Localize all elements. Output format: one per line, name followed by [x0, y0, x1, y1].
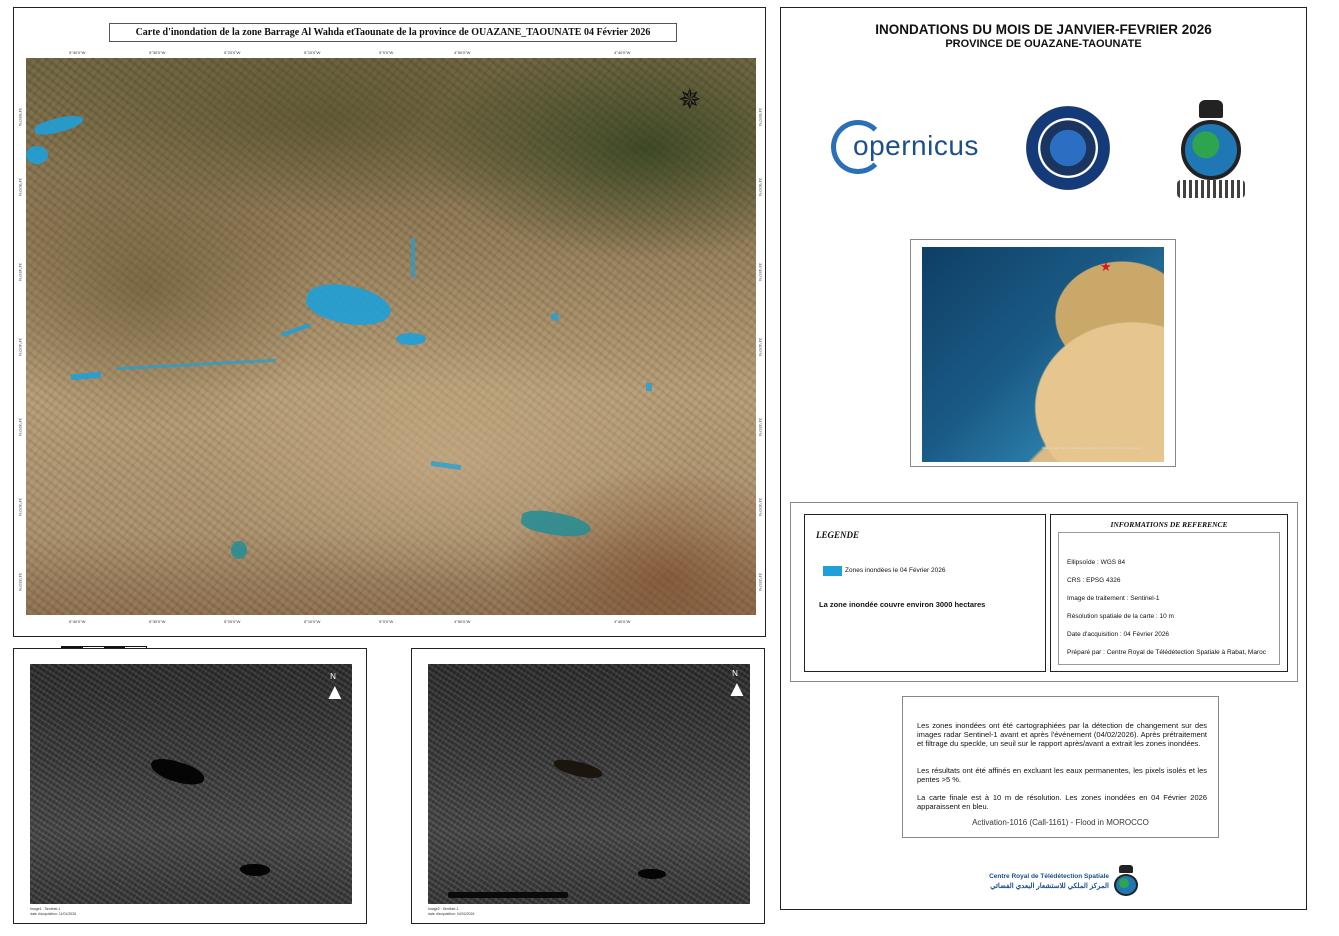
- top-tick: 5°20'0"W: [224, 50, 241, 55]
- right-tick: 34°45'0"N: [758, 263, 763, 281]
- top-tick: 5°0'0"W: [379, 50, 394, 55]
- right-tick: 34°35'0"N: [758, 418, 763, 436]
- royal-centre-emblem: [1173, 100, 1249, 200]
- sar-image-1-panel: [13, 648, 367, 924]
- water-body: [638, 869, 666, 879]
- flood-area-text: La zone inondée couvre environ 3000 hectares: [819, 600, 986, 609]
- north-label: N: [330, 672, 336, 681]
- flood-zone: [281, 323, 311, 337]
- legend-section: [790, 502, 1298, 682]
- left-tick: 34°35'0"N: [18, 418, 23, 436]
- north-arrow-icon: N ▲: [324, 672, 346, 704]
- flood-zone: [303, 276, 395, 333]
- sar-caption-line: Image2 : Sentinel-1: [428, 907, 459, 911]
- top-tick: 4°40'0"W: [614, 50, 631, 55]
- bottom-tick: 4°40'0"W: [614, 619, 631, 624]
- international-charter-logo: [1026, 106, 1110, 190]
- flood-zone: [116, 359, 276, 370]
- bottom-tick: 5°30'0"W: [149, 619, 166, 624]
- satellite-flood-map[interactable]: [26, 58, 756, 615]
- top-tick: 4°50'0"W: [454, 50, 471, 55]
- legend-item-label: Zones inondées le 04 Février 2026: [845, 567, 946, 574]
- reference-line: Ellipsoïde : WGS 84: [1067, 559, 1126, 566]
- sar-caption: [30, 907, 76, 917]
- sar-caption-line: Image1 : Sentinel-1: [30, 907, 61, 911]
- reference-line: Résolution spatiale de la carte : 10 m: [1067, 613, 1174, 620]
- flood-zone: [431, 461, 461, 470]
- bottom-tick: 5°0'0"W: [379, 619, 394, 624]
- reference-details: [1058, 532, 1280, 665]
- copernicus-wordmark: opernicus: [853, 130, 979, 161]
- main-map-panel: [13, 7, 766, 637]
- copernicus-logo: [831, 116, 991, 176]
- flood-zone: [33, 112, 85, 138]
- globe-icon: [1114, 874, 1138, 896]
- left-tick: 34°40'0"N: [18, 338, 23, 356]
- bottom-tick: 5°20'0"W: [224, 619, 241, 624]
- flood-zone: [646, 383, 652, 391]
- water-body: [240, 864, 270, 876]
- methodology-paragraph: Les zones inondées ont été cartographiées par la détection de changement sur des images radar Sentinel-1 avant et après l'événement (04/02/2026). Après prétraitement et filtrage du speckle, un seuil sur le rapport après/avant a extrait les zones inondées.: [917, 721, 1207, 748]
- left-tick: 34°55'0"N: [18, 108, 23, 126]
- right-tick: 34°50'0"N: [758, 178, 763, 196]
- north-arrow-icon: N ▲: [726, 669, 748, 701]
- location-star-icon: ★: [1100, 259, 1112, 274]
- compass-rose-icon: ✵: [678, 84, 702, 115]
- right-tick: 34°40'0"N: [758, 338, 763, 356]
- locator-map[interactable]: [922, 247, 1164, 462]
- sar-image-after[interactable]: [428, 664, 750, 904]
- sar-image-before[interactable]: [30, 664, 352, 904]
- north-label: N: [732, 669, 738, 678]
- activation-label: Activation-1016 (Call-1161) - Flood in MOROCCO: [972, 818, 1149, 827]
- right-tick: 34°25'0"N: [758, 573, 763, 591]
- reference-line: Date d'acquisition : 04 Février 2026: [1067, 631, 1170, 638]
- map-title: Carte d'inondation de la zone Barrage Al Wahda etTaounate de la province de OUAZANE_TAOUNATE 04 Février 2026: [109, 23, 677, 42]
- right-tick: 34°30'0"N: [758, 498, 763, 516]
- top-tick: 5°40'0"W: [69, 50, 86, 55]
- flood-zone: [71, 372, 101, 381]
- sar-caption-line: date d'acquisition: 11/01/2026: [30, 912, 77, 916]
- water-body: [448, 892, 568, 898]
- bottom-tick: 4°50'0"W: [454, 619, 471, 624]
- info-panel: [780, 7, 1307, 910]
- water-body: [552, 757, 604, 781]
- arabic-calligraphy-icon: [1177, 180, 1245, 198]
- flood-zone: [396, 333, 426, 345]
- crts-name: [977, 873, 1109, 890]
- right-tick: 34°55'0"N: [758, 108, 763, 126]
- methodology-box: [902, 696, 1219, 838]
- legend-box: [804, 514, 1046, 672]
- crts-emblem-icon: [1114, 865, 1138, 897]
- sar-caption: [428, 907, 474, 917]
- flood-zone: [551, 313, 559, 321]
- methodology-paragraph: La carte finale est à 10 m de résolution. Les zones inondées en 04 Février 2026 apparaissent en bleu.: [917, 793, 1207, 811]
- left-tick: 34°45'0"N: [18, 263, 23, 281]
- flood-zone: [26, 146, 48, 164]
- sar-image-2-panel: [411, 648, 765, 924]
- crown-icon: [1119, 865, 1133, 873]
- crown-icon: [1199, 100, 1223, 118]
- methodology-paragraph: Les résultats ont été affinés en excluant les eaux permanentes, les pixels isolés et les pentes >5 %.: [917, 766, 1207, 784]
- left-tick: 34°30'0"N: [18, 498, 23, 516]
- bottom-tick: 5°40'0"W: [69, 619, 86, 624]
- top-tick: 5°30'0"W: [149, 50, 166, 55]
- top-tick: 5°10'0"W: [304, 50, 321, 55]
- reservoir-zone: [520, 507, 593, 541]
- left-tick: 34°25'0"N: [18, 573, 23, 591]
- water-body: [148, 755, 206, 789]
- legend-title: LEGENDE: [816, 530, 860, 540]
- bottom-tick: 5°10'0"W: [304, 619, 321, 624]
- page-title: INONDATIONS DU MOIS DE JANVIER-FEVRIER 2026: [875, 22, 1212, 37]
- globe-icon: [1181, 120, 1241, 180]
- page-subtitle: PROVINCE DE OUAZANE-TAOUNATE: [945, 38, 1142, 50]
- reference-line: Préparé par : Centre Royal de Télédétection Spatiale à Rabat, Maroc: [1067, 649, 1266, 656]
- flood-swatch: [823, 566, 842, 576]
- reference-line: CRS : EPSG 4326: [1067, 577, 1121, 584]
- left-tick: 34°50'0"N: [18, 178, 23, 196]
- reference-title: INFORMATIONS DE REFERENCE: [1110, 520, 1228, 529]
- locator-attribution: Source: Esri, Maxar, Earthstar Geographics, and the GIS User Community: [1042, 446, 1141, 450]
- reference-box: [1050, 514, 1288, 672]
- locator-map-frame: [910, 239, 1176, 467]
- crts-name-fr: Centre Royal de Télédétection Spatiale: [989, 873, 1109, 880]
- flood-zone: [411, 238, 415, 278]
- reference-line: Image de traitement : Sentinel-1: [1067, 595, 1160, 602]
- reservoir-zone: [231, 541, 247, 559]
- crts-name-ar: المركز الملكي للاستشعار البعدي الفضائي: [990, 883, 1109, 890]
- sar-caption-line: date d'acquisition: 04/02/2026: [428, 912, 475, 916]
